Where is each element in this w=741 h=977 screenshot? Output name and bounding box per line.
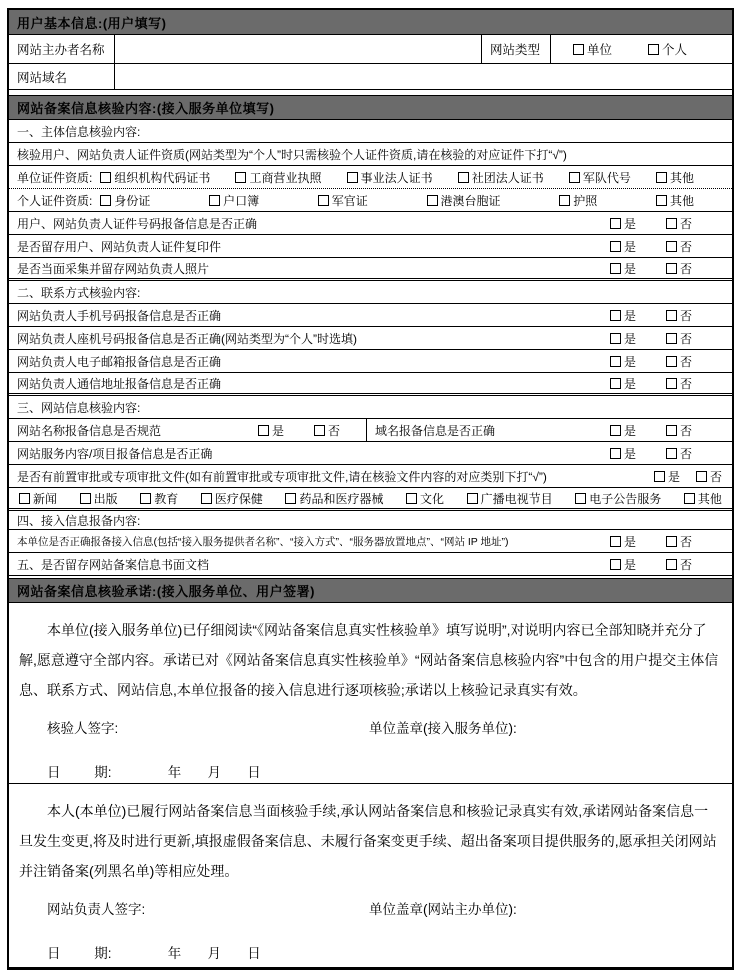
- unit-cert-options: [92, 169, 724, 186]
- personal-cert-label: 个人证件资质:: [17, 193, 93, 208]
- no-checkbox[interactable]: [666, 260, 692, 277]
- yes-label: 是: [624, 331, 637, 346]
- checkbox-label: 教育: [154, 491, 179, 506]
- checkbox-icon: [666, 448, 677, 459]
- bbs-category-checkbox[interactable]: [575, 490, 661, 507]
- question-row: [9, 212, 732, 235]
- yes-checkbox[interactable]: [610, 556, 636, 573]
- no-label: 否: [680, 354, 693, 369]
- checkbox-label: 药品和医疗器械: [299, 491, 384, 506]
- military-code-checkbox[interactable]: [569, 169, 631, 186]
- checkbox-icon: [318, 195, 329, 206]
- yes-checkbox[interactable]: [610, 215, 636, 232]
- no-label: 否: [680, 239, 693, 254]
- checkbox-icon: [684, 493, 695, 504]
- yes-checkbox[interactable]: [610, 260, 636, 277]
- checkbox-icon: [666, 536, 677, 547]
- yes-label: 是: [624, 261, 637, 276]
- id-card-checkbox[interactable]: [100, 192, 150, 209]
- news-category-checkbox[interactable]: [19, 490, 57, 507]
- yes-label: 是: [624, 239, 637, 254]
- question-text: 是否当面采集并留存网站负责人照片: [17, 261, 210, 276]
- business-license-checkbox[interactable]: [235, 169, 321, 186]
- question-row: [9, 442, 732, 465]
- yes-label: 是: [624, 308, 637, 323]
- association-cert-checkbox[interactable]: [458, 169, 544, 186]
- site-type-label: 网站类型: [482, 35, 551, 63]
- checkbox-label: 港澳台胞证: [440, 193, 501, 208]
- yes-checkbox[interactable]: [610, 330, 636, 347]
- verifier-signature-label: 核验人签字:: [47, 721, 119, 736]
- approval-categories-row: [9, 488, 732, 511]
- checkbox-icon: [610, 310, 621, 321]
- yes-no-group: [610, 330, 724, 347]
- part1-title: 一、主体信息核验内容:: [17, 124, 141, 139]
- yes-checkbox[interactable]: [654, 468, 680, 485]
- question-text: 本单位是否正确报备接入信息(包括“接入服务提供者名称”、“接入方式”、“服务器放置地点”、“网站 IP 地址”): [17, 535, 509, 548]
- yes-no-group: [610, 375, 724, 392]
- checkbox-label: 其他: [697, 491, 722, 506]
- checkbox-label: 医疗保健: [214, 491, 263, 506]
- yes-no-group: [610, 445, 724, 462]
- no-checkbox[interactable]: [666, 330, 692, 347]
- yes-checkbox[interactable]: [258, 422, 284, 439]
- yes-checkbox[interactable]: [610, 445, 636, 462]
- yes-label: 是: [624, 534, 637, 549]
- no-checkbox[interactable]: [666, 445, 692, 462]
- user-commitment-paragraph: 本人(本单位)已履行网站备案信息当面核验手续,承认网站备案信息和核验记录真实有效,承诺网站备案信息一旦发生变更,将及时进行更新,填报虚假备案信息、未履行备案变更手续、超出备案项目提供服务的,愿承担关闭网站并注销备案(列黑名单)等相应处理。: [19, 803, 717, 879]
- checkbox-icon: [610, 241, 621, 252]
- cert-note: 核验用户、网站负责人证件资质(网站类型为“个人”时只需核验个人证件资质,请在核验的对应证件下打“√”): [17, 147, 567, 162]
- hk-macao-taiwan-permit-checkbox[interactable]: [427, 192, 501, 209]
- checkbox-label: 军队代号: [582, 170, 631, 185]
- yes-no-group: [610, 533, 724, 550]
- checkbox-icon: [666, 310, 677, 321]
- culture-category-checkbox[interactable]: [406, 490, 444, 507]
- no-label: 否: [680, 261, 693, 276]
- question-row: [9, 327, 732, 350]
- broadcast-tv-category-checkbox[interactable]: [467, 490, 553, 507]
- checkbox-icon: [314, 425, 325, 436]
- site-name-domain-row: [9, 419, 732, 442]
- question-text: 网站负责人电子邮箱报备信息是否正确: [17, 354, 222, 369]
- site-manager-signature-label: 网站负责人签字:: [47, 902, 146, 917]
- part2-title: 二、联系方式核验内容:: [17, 285, 141, 300]
- healthcare-category-checkbox[interactable]: [201, 490, 263, 507]
- checkbox-icon: [610, 333, 621, 344]
- organizer-row: [9, 35, 732, 64]
- checkbox-icon: [467, 493, 478, 504]
- part3-title: 三、网站信息核验内容:: [17, 400, 141, 415]
- part1-title-row: [9, 120, 732, 143]
- section-header-verification: [9, 95, 732, 120]
- yes-label: 是: [624, 557, 637, 572]
- organizer-name-label: 网站主办者名称: [9, 35, 115, 63]
- checkbox-icon: [610, 263, 621, 274]
- no-checkbox[interactable]: [666, 215, 692, 232]
- no-label: 否: [680, 376, 693, 391]
- domain-input[interactable]: [115, 64, 732, 89]
- no-label: 否: [680, 331, 693, 346]
- checkbox-label: 出版: [93, 491, 118, 506]
- household-register-checkbox[interactable]: [209, 192, 259, 209]
- yes-no-group: [610, 422, 724, 439]
- yes-no-group: [610, 215, 724, 232]
- site-type-options: [551, 35, 732, 63]
- checkbox-icon: [610, 378, 621, 389]
- filing-verification-form: [7, 8, 734, 970]
- no-label: 否: [680, 534, 693, 549]
- checkbox-icon: [648, 44, 659, 55]
- checkbox-icon: [666, 333, 677, 344]
- no-checkbox[interactable]: [666, 533, 692, 550]
- site-type-unit-label: 单位: [587, 43, 613, 57]
- no-checkbox[interactable]: [666, 238, 692, 255]
- no-checkbox[interactable]: [666, 353, 692, 370]
- cert-note-row: [9, 143, 732, 166]
- yes-label: 是: [667, 469, 680, 484]
- section-header-commitment-label: 网站备案信息核验承诺:(接入服务单位、用户签署): [17, 584, 315, 599]
- checkbox-icon: [666, 559, 677, 570]
- checkbox-icon: [573, 44, 584, 55]
- checkbox-label: 军官证: [331, 193, 368, 208]
- question-text: 网站负责人手机号码报备信息是否正确: [17, 308, 222, 323]
- checkbox-icon: [654, 471, 665, 482]
- checkbox-icon: [666, 378, 677, 389]
- checkbox-icon: [19, 493, 30, 504]
- no-checkbox[interactable]: [666, 556, 692, 573]
- checkbox-label: 其他: [669, 170, 694, 185]
- part4-title-row: [9, 511, 732, 530]
- question-text: 用户、网站负责人证件号码报备信息是否正确: [17, 216, 258, 231]
- checkbox-icon: [666, 218, 677, 229]
- no-label: 否: [680, 557, 693, 572]
- unit-other-checkbox[interactable]: [656, 169, 694, 186]
- checkbox-icon: [656, 195, 667, 206]
- checkbox-icon: [666, 356, 677, 367]
- question-text: 是否留存用户、网站负责人证件复印件: [17, 239, 222, 254]
- checkbox-label: 新闻: [33, 491, 58, 506]
- checkbox-icon: [666, 241, 677, 252]
- checkbox-label: 电子公告服务: [589, 491, 662, 506]
- section-header-commitment: [9, 578, 732, 603]
- isp-seal-label: 单位盖章(接入服务单位):: [369, 721, 517, 736]
- checkbox-icon: [201, 493, 212, 504]
- checkbox-icon: [80, 493, 91, 504]
- personal-cert-row: [9, 189, 732, 212]
- no-checkbox[interactable]: [666, 307, 692, 324]
- isp-commitment-block: [9, 603, 732, 784]
- question-text: 网站服务内容/项目报备信息是否正确: [17, 446, 213, 461]
- yes-label: 是: [624, 216, 637, 231]
- yes-label: 是: [624, 423, 637, 438]
- yes-checkbox[interactable]: [610, 238, 636, 255]
- yes-checkbox[interactable]: [610, 422, 636, 439]
- no-checkbox[interactable]: [696, 468, 722, 485]
- checkbox-icon: [610, 536, 621, 547]
- checkbox-label: 广播电视节目: [480, 491, 553, 506]
- site-name-question-cell: [9, 419, 367, 441]
- passport-checkbox[interactable]: [559, 192, 597, 209]
- personal-other-checkbox[interactable]: [656, 192, 694, 209]
- checkbox-icon: [559, 195, 570, 206]
- yes-checkbox[interactable]: [610, 533, 636, 550]
- no-label: 否: [680, 216, 693, 231]
- checkbox-icon: [610, 356, 621, 367]
- checkbox-icon: [140, 493, 151, 504]
- yes-no-group: [610, 238, 724, 255]
- question-text: 域名报备信息是否正确: [375, 423, 496, 438]
- organizer-seal-label: 单位盖章(网站主办单位):: [369, 902, 517, 917]
- question-row: [9, 373, 732, 396]
- approval-question-row: [9, 465, 732, 488]
- yes-label: 是: [624, 376, 637, 391]
- checkbox-icon: [666, 263, 677, 274]
- checkbox-label: 组织机构代码证书: [114, 170, 211, 185]
- unit-cert-row: [9, 166, 732, 189]
- user-commitment-block: [9, 784, 732, 967]
- question-row: [9, 304, 732, 327]
- question-row: [9, 350, 732, 373]
- part3-title-row: [9, 396, 732, 419]
- publishing-category-checkbox[interactable]: [80, 490, 118, 507]
- access-question-row: [9, 530, 732, 553]
- checkbox-icon: [610, 559, 621, 570]
- question-text: 是否有前置审批或专项审批文件(如有前置审批或专项审批文件,请在核验文件内容的对应类别下打“√”): [17, 469, 547, 484]
- question-text: 网站名称报备信息是否规范: [17, 423, 162, 438]
- yes-label: 是: [624, 446, 637, 461]
- no-checkbox[interactable]: [666, 422, 692, 439]
- organizer-name-input[interactable]: [115, 35, 482, 63]
- checkbox-icon: [696, 471, 707, 482]
- domain-row: [9, 64, 732, 90]
- personal-cert-options: [92, 192, 724, 209]
- checkbox-icon: [610, 425, 621, 436]
- checkbox-icon: [285, 493, 296, 504]
- yes-label: 是: [271, 423, 284, 438]
- checkbox-icon: [427, 195, 438, 206]
- section-header-verification-label: 网站备案信息核验内容:(接入服务单位填写): [17, 101, 275, 116]
- checkbox-icon: [100, 195, 111, 206]
- checkbox-icon: [258, 425, 269, 436]
- checkbox-label: 护照: [573, 193, 598, 208]
- checkbox-icon: [666, 425, 677, 436]
- yes-no-group: [610, 556, 724, 573]
- site-type-personal-checkbox[interactable]: [648, 40, 687, 58]
- other-category-checkbox[interactable]: [684, 490, 722, 507]
- checkbox-icon: [610, 218, 621, 229]
- part4-title: 四、接入信息报备内容:: [17, 513, 141, 528]
- yes-no-group: [654, 468, 724, 485]
- isp-date-line: 日 期: 年 月 日: [47, 765, 261, 780]
- yes-no-group: [610, 260, 724, 277]
- no-label: 否: [327, 423, 340, 438]
- checkbox-icon: [575, 493, 586, 504]
- checkbox-label: 户口簿: [223, 193, 260, 208]
- checkbox-label: 身份证: [114, 193, 151, 208]
- org-code-cert-checkbox[interactable]: [100, 169, 210, 186]
- checkbox-icon: [235, 172, 246, 183]
- section-header-user-info: [9, 10, 732, 35]
- yes-label: 是: [624, 354, 637, 369]
- checkbox-label: 其他: [669, 193, 694, 208]
- no-label: 否: [680, 423, 693, 438]
- military-id-checkbox[interactable]: [318, 192, 368, 209]
- part5-question-row: [9, 553, 732, 576]
- question-text: 网站负责人通信地址报备信息是否正确: [17, 376, 222, 391]
- no-checkbox[interactable]: [666, 375, 692, 392]
- yes-checkbox[interactable]: [610, 353, 636, 370]
- isp-sign-row: [19, 717, 722, 737]
- question-text: 网站负责人座机号码报备信息是否正确(网站类型为“个人”时选填): [17, 331, 357, 346]
- site-type-unit-checkbox[interactable]: [573, 40, 612, 58]
- checkbox-label: 事业法人证书: [360, 170, 433, 185]
- domain-question-cell: [367, 419, 732, 441]
- yes-no-group: [610, 353, 724, 370]
- isp-commitment-paragraph: 本单位(接入服务单位)已仔细阅读“《网站备案信息真实性核验单》填写说明”,对说明内容已全部知晓并充分了解,愿意遵守全部内容。承诺已对《网站备案信息真实性核验单》“网站备案信息核验内容”中包含的用户提交主体信息、联系方式、网站信息,本单位报备的接入信息进行逐项核验;承诺以上核验记录真实有效。: [19, 622, 719, 698]
- no-label: 否: [709, 469, 722, 484]
- education-category-checkbox[interactable]: [140, 490, 178, 507]
- checkbox-label: 工商营业执照: [249, 170, 322, 185]
- yes-checkbox[interactable]: [610, 375, 636, 392]
- question-text: 五、是否留存网站备案信息书面文档: [17, 557, 210, 572]
- checkbox-icon: [406, 493, 417, 504]
- institution-cert-checkbox[interactable]: [347, 169, 433, 186]
- question-row: [9, 235, 732, 258]
- part2-title-row: [9, 281, 732, 304]
- checkbox-icon: [610, 448, 621, 459]
- no-label: 否: [680, 308, 693, 323]
- pharma-devices-category-checkbox[interactable]: [285, 490, 383, 507]
- checkbox-label: 社团法人证书: [471, 170, 544, 185]
- checkbox-icon: [347, 172, 358, 183]
- yes-checkbox[interactable]: [610, 307, 636, 324]
- question-row: [9, 258, 732, 281]
- domain-label: 网站域名: [9, 64, 115, 89]
- user-date-line: 日 期: 年 月 日: [47, 946, 261, 961]
- checkbox-icon: [100, 172, 111, 183]
- no-label: 否: [680, 446, 693, 461]
- checkbox-icon: [209, 195, 220, 206]
- unit-cert-label: 单位证件资质:: [17, 170, 93, 185]
- no-checkbox[interactable]: [314, 422, 340, 439]
- site-type-personal-label: 个人: [662, 43, 688, 57]
- section-header-user-info-label: 用户基本信息:(用户填写): [17, 15, 167, 31]
- checkbox-label: 文化: [420, 491, 445, 506]
- checkbox-icon: [458, 172, 469, 183]
- checkbox-icon: [656, 172, 667, 183]
- yes-no-group: [258, 422, 340, 439]
- yes-no-group: [610, 307, 724, 324]
- user-sign-row: [19, 898, 722, 918]
- checkbox-icon: [569, 172, 580, 183]
